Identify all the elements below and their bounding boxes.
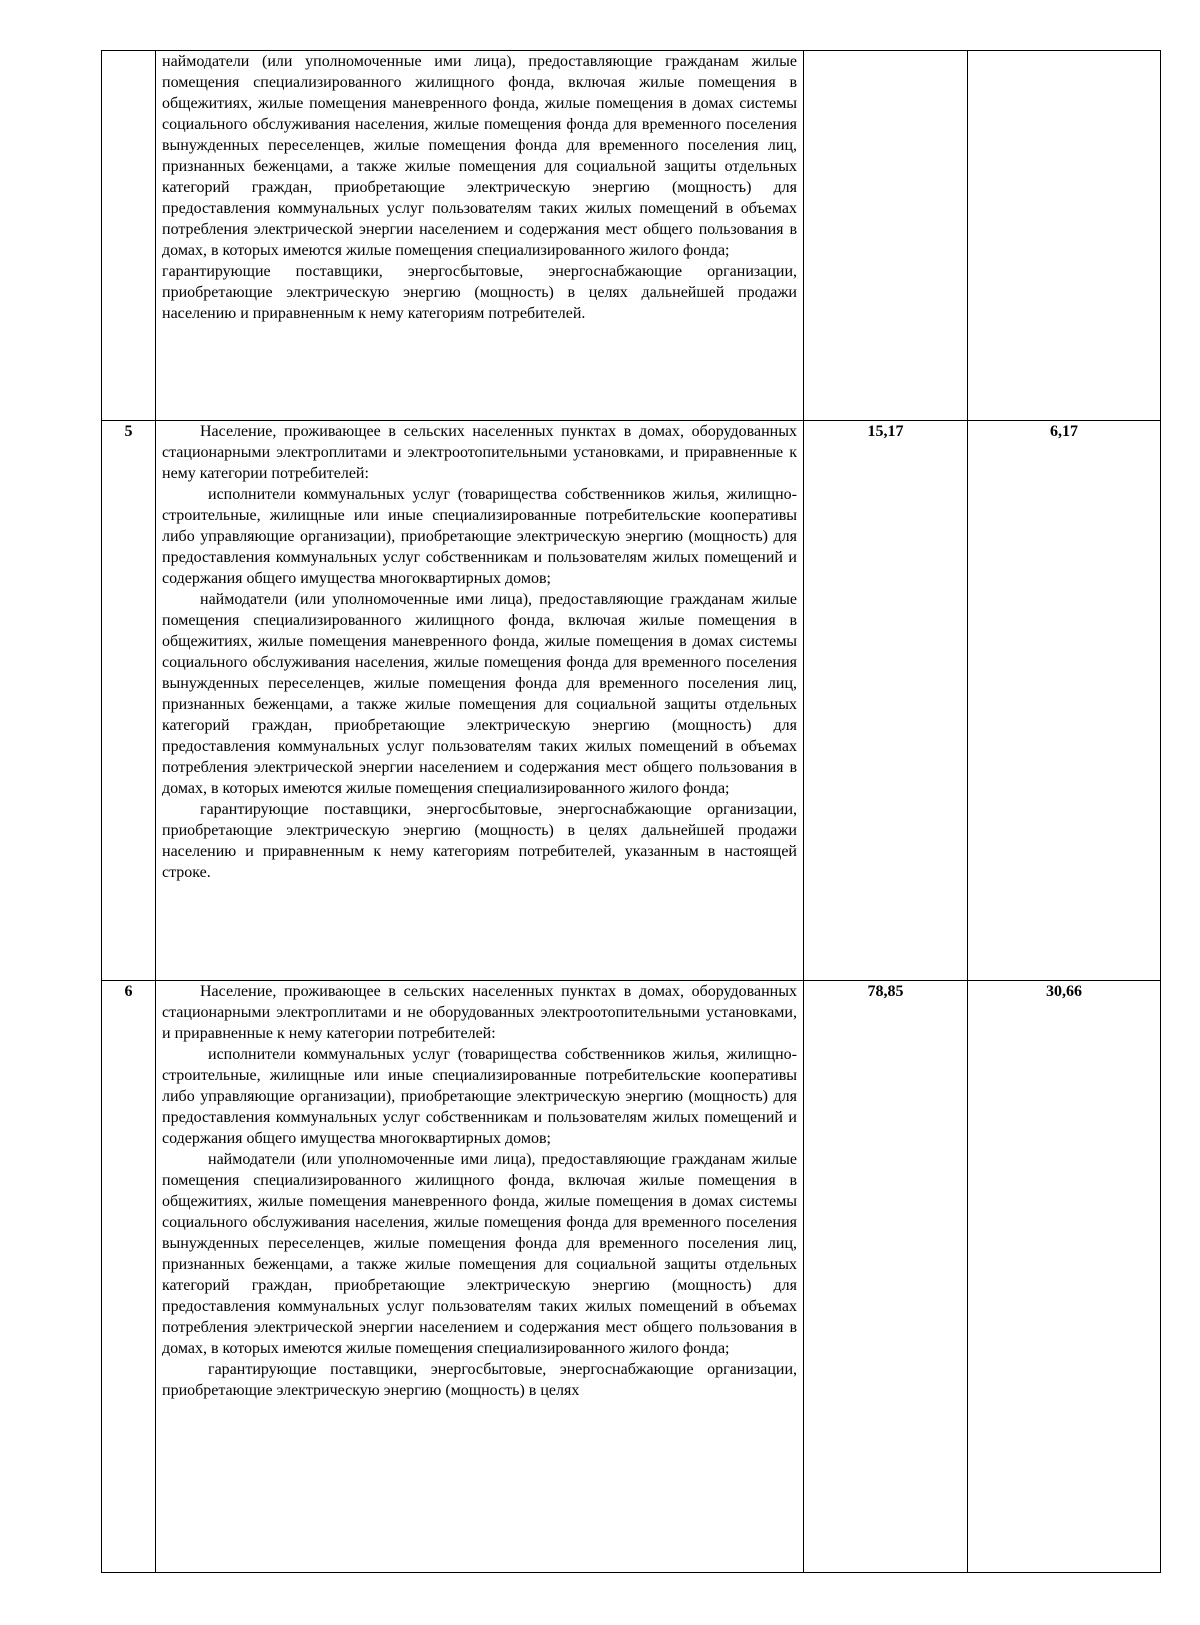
paragraph: наймодатели (или уполномоченные ими лица), предоставляющие гражданам жилые помещения специализированного жилищного фонда, включая жилые помещения в общежитиях, жилые помещения маневренного фонда, жилые помещения в домах системы социального обслуживания населения, жилые помещения фонда для временного поселения вынужденных переселенцев, жилые помещения фонда для временного поселения лиц, признанных беженцами, а также жилые помещения для социальной защиты отдельных категорий граждан, приобретающие электрическую энергию (мощность) для предоставления коммунальных услуг пользователям таких жилых помещений в объемах потребления электрической энергии населением и содержания мест общего пользования в домах, в которых имеются жилые помещения специализированного жилого фонда;	[162, 1151, 797, 1357]
paragraph: исполнители коммунальных услуг (товарищества собственников жилья, жилищно-строительные, жилищные или иные специализированные потребительские кооперативы либо управляющие организации), приобретающие электрическую энергию (мощность) для предоставления коммунальных услуг собственникам и пользователям жилых помещений и содержания общего имущества многоквартирных домов;	[162, 486, 797, 587]
paragraph: Население, проживающее в сельских населенных пунктах в домах, оборудованных стационарными электроплитами и электроотопительными установками, и приравненные к нему категории потребителей:	[162, 423, 797, 482]
tariff-value-2	[968, 51, 1161, 421]
row-description	[156, 981, 804, 1573]
tariff-value-1: 15,17	[804, 421, 968, 981]
tariff-value-2: 30,66	[968, 981, 1161, 1573]
paragraph: наймодатели (или уполномоченные ими лица), предоставляющие гражданам жилые помещения специализированного жилищного фонда, включая жилые помещения в общежитиях, жилые помещения маневренного фонда, жилые помещения в домах системы социального обслуживания населения, жилые помещения фонда для временного поселения вынужденных переселенцев, жилые помещения фонда для временного поселения лиц, признанных беженцами, а также жилые помещения для социальной защиты отдельных категорий граждан, приобретающие электрическую энергию (мощность) для предоставления коммунальных услуг пользователям таких жилых помещений в объемах потребления электрической энергии населением и содержания мест общего пользования в домах, в которых имеются жилые помещения специализированного жилого фонда;	[162, 53, 797, 259]
row-number	[102, 51, 156, 421]
paragraph: гарантирующие поставщики, энергосбытовые, энергоснабжающие организации, приобретающие электрическую энергию (мощность) в целях дальнейшей продажи населению и приравненным к нему категориям потребителей, указанным в настоящей строке.	[162, 801, 797, 881]
paragraph: гарантирующие поставщики, энергосбытовые, энергоснабжающие организации, приобретающие электрическую энергию (мощность) в целях дальнейшей продажи населению и приравненным к нему категориям потребителей.	[162, 263, 797, 322]
table-row	[102, 51, 1161, 421]
paragraph: гарантирующие поставщики, энергосбытовые, энергоснабжающие организации, приобретающие электрическую энергию (мощность) в целях	[162, 1361, 797, 1399]
tariff-value-1	[804, 51, 968, 421]
tariff-table	[101, 50, 1161, 1573]
table-row	[102, 981, 1161, 1573]
tariff-value-1: 78,85	[804, 981, 968, 1573]
paragraph: наймодатели (или уполномоченные ими лица), предоставляющие гражданам жилые помещения специализированного жилищного фонда, включая жилые помещения в общежитиях, жилые помещения маневренного фонда, жилые помещения в домах системы социального обслуживания населения, жилые помещения фонда для временного поселения вынужденных переселенцев, жилые помещения фонда для временного поселения лиц, признанных беженцами, а также жилые помещения для социальной защиты отдельных категорий граждан, приобретающие электрическую энергию (мощность) для предоставления коммунальных услуг пользователям таких жилых помещений в объемах потребления электрической энергии населением и содержания мест общего пользования в домах, в которых имеются жилые помещения специализированного жилого фонда;	[162, 591, 797, 797]
paragraph: исполнители коммунальных услуг (товарищества собственников жилья, жилищно-строительные, жилищные или иные специализированные потребительские кооперативы либо управляющие организации), приобретающие электрическую энергию (мощность) для предоставления коммунальных услуг собственникам и пользователям жилых помещений и содержания общего имущества многоквартирных домов;	[162, 1046, 797, 1147]
row-number: 5	[102, 421, 156, 981]
table-row	[102, 421, 1161, 981]
tariff-value-2: 6,17	[968, 421, 1161, 981]
row-description	[156, 421, 804, 981]
paragraph: Население, проживающее в сельских населенных пунктах в домах, оборудованных стационарными электроплитами и не оборудованных электроотопительными установками, и приравненные к нему категории потребителей:	[162, 983, 797, 1042]
row-description	[156, 51, 804, 421]
row-number: 6	[102, 981, 156, 1573]
